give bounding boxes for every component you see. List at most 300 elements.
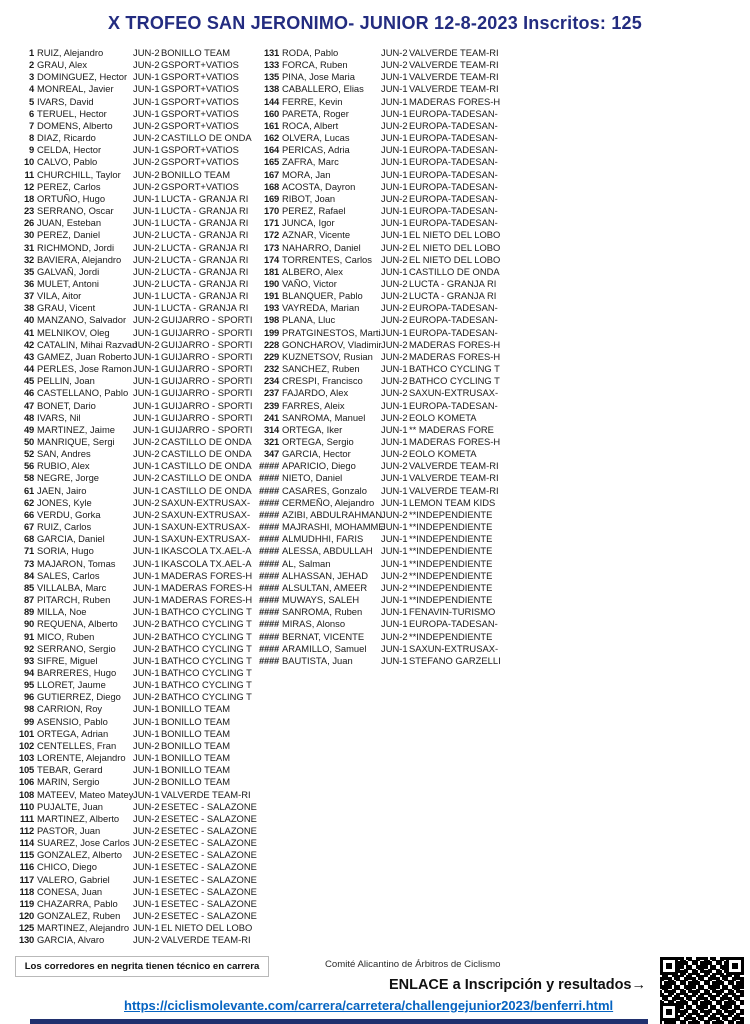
rider-name: SANCHEZ, Ruben [282,363,360,375]
rider-row [15,266,260,278]
rider-team: CASTILLO DE ONDA [161,484,252,496]
rider-team: **INDEPENDIENTE [409,630,493,642]
rider-number: #### [258,472,279,484]
rider-row [15,59,260,71]
rider-team: EL NIETO DEL LOBO [409,253,501,265]
rider-number: 170 [263,205,279,217]
rider-name: CALVO, Pablo [37,156,98,168]
rider-category: JUN-2 [133,642,160,654]
rider-number: 99 [23,715,34,727]
rider-category: JUN-1 [133,83,160,95]
rider-category: JUN-1 [381,545,408,557]
rider-row [257,387,505,399]
rider-row [257,655,505,667]
rider-team: GUIJARRO - SPORTI [161,375,253,387]
rider-category: JUN-1 [381,156,408,168]
rider-category: JUN-2 [381,460,408,472]
rider-name: CONESA, Juan [37,885,103,897]
rider-category: JUN-2 [133,812,160,824]
rider-team: EOLO KOMETA [409,411,477,423]
rider-team: ESETEC - SALAZONE [161,837,257,849]
rider-team: EUROPA-TADESAN- [409,217,498,229]
rider-number: 115 [19,849,34,861]
rider-row [15,643,260,655]
rider-number: #### [258,606,279,618]
rider-number: 169 [263,192,279,204]
rider-row [15,96,260,108]
rider-team: BATHCO CYCLING T [409,375,500,387]
rider-team: ESETEC - SALAZONE [161,885,257,897]
legend-note-text: Los corredores en negrita tienen técnico en carrera [24,961,260,972]
rider-team: CASTILLO DE ONDA [161,460,252,472]
rider-row [257,594,505,606]
rider-row [15,618,260,630]
rider-name: ORTEGA, Iker [282,423,343,435]
rider-category: JUN-1 [381,484,408,496]
rider-row [15,910,260,922]
rider-row [15,849,260,861]
rider-number: 9 [28,144,34,156]
rider-team: SAXUN-EXTRUSAX- [409,642,499,654]
rider-row [15,789,260,801]
rider-team: CASTILLO DE ONDA [409,265,500,277]
rider-row [257,558,505,570]
rider-category: JUN-1 [381,557,408,569]
rider-row [257,242,505,254]
rider-name: FAJARDO, Alex [282,387,349,399]
rider-team: BONILLO TEAM [161,47,231,58]
rider-row [15,728,260,740]
rider-number: #### [258,569,279,581]
rider-number: 45 [23,375,34,387]
rider-number: 94 [23,666,34,678]
rider-team: SAXUN-EXTRUSAX- [161,508,251,520]
rider-name: IVARS, Nil [37,411,81,423]
rider-row [257,570,505,582]
rider-name: MARTINEZ, Alejandro [37,922,130,934]
rider-team: **INDEPENDIENTE [409,569,493,581]
rider-category: JUN-1 [381,205,408,217]
rider-row [257,266,505,278]
rider-team: BONILLO TEAM [161,764,231,776]
results-link[interactable]: https://ciclismolevante.com/carrera/carretera/challengejunior2023/benferri.html [124,998,614,1013]
rider-category: JUN-1 [381,265,408,277]
rider-team: CASTILLO DE ONDA [161,436,252,447]
rider-row [15,169,260,181]
rider-number: 101 [18,727,34,739]
rider-category: JUN-1 [133,363,160,375]
rider-category: JUN-1 [381,95,408,107]
enlace-label: ENLACE a Inscripción y resultados→ [388,977,646,993]
rider-category: JUN-2 [381,59,408,71]
rider-number: 2 [28,59,34,71]
rider-category: JUN-2 [133,934,160,946]
rider-row [15,108,260,120]
rider-team: GUIJARRO - SPORTI [161,314,253,326]
rider-number: 61 [23,484,34,496]
rider-name: AZNAR, Vicente [282,229,351,241]
rider-team: **INDEPENDIENTE [409,557,493,569]
rider-row [15,436,260,448]
rider-category: JUN-2 [133,241,160,253]
rider-category: JUN-1 [133,533,160,545]
rider-category: JUN-2 [381,314,408,326]
rider-category: JUN-2 [133,119,160,131]
rider-number: 84 [23,569,34,581]
rider-number: 89 [23,606,34,618]
qr-finder-top-right [726,957,744,975]
qr-finder-bottom-left [660,1003,678,1021]
rider-category: JUN-1 [133,715,160,727]
rider-team: BATHCO CYCLING T [409,363,500,375]
rider-category: JUN-1 [381,618,408,630]
rider-row [257,351,505,363]
rider-category: JUN-2 [381,350,408,362]
rider-row [15,776,260,788]
rider-row [15,460,260,472]
rider-team: MADERAS FORES-H [409,338,501,350]
rider-category: JUN-1 [133,302,160,314]
rider-row [15,485,260,497]
rider-row [15,752,260,764]
rider-category: JUN-1 [381,594,408,606]
rider-name: VAYREDA, Marian [282,302,360,314]
rider-name: RIBOT, Joan [282,192,336,204]
rider-team: MADERAS FORES-H [161,569,253,581]
rider-row [15,217,260,229]
rider-team: LUCTA - GRANJA RI [409,290,497,302]
rider-team: ** MADERAS FORE [409,423,494,435]
rider-name: CARRION, Roy [37,703,103,715]
rider-team: GSPORT+VATIOS [161,95,239,107]
rider-name: PEREZ, Carlos [37,180,101,192]
rider-category: JUN-2 [133,508,160,520]
rider-row [15,861,260,873]
rider-number: 164 [263,144,279,156]
rider-list-left [15,47,260,947]
rider-category: JUN-2 [133,338,160,350]
rider-number: 43 [23,350,34,362]
rider-category: JUN-1 [381,217,408,229]
rider-category: JUN-1 [381,71,408,83]
rider-category: JUN-1 [133,484,160,496]
qr-finder-top-left [660,957,678,975]
rider-name: GUTIERREZ, Diego [37,691,121,703]
rider-category: JUN-1 [133,764,160,776]
rider-name: PRATGINESTOS, Marti [282,326,381,338]
rider-team: GSPORT+VATIOS [161,180,239,192]
legend-note [15,956,269,977]
rider-category: JUN-2 [133,265,160,277]
rider-row [15,922,260,934]
rider-team: ESETEC - SALAZONE [161,873,257,885]
rider-team: MADERAS FORES-H [409,95,501,107]
rider-category: JUN-2 [133,849,160,861]
rider-name: REQUENA, Alberto [37,618,118,630]
rider-category: JUN-2 [381,290,408,302]
rider-name: SAN, Andres [37,448,91,460]
rider-team: BONILLO TEAM [161,727,231,739]
rider-name: OLVERA, Lucas [282,132,350,144]
rider-name: GONZALEZ, Ruben [37,910,121,922]
rider-row [257,631,505,643]
rider-category: JUN-1 [133,606,160,618]
rider-number: #### [258,557,279,569]
rider-row [15,156,260,168]
rider-number: 40 [23,314,34,326]
rider-team: EL NIETO DEL LOBO [161,922,253,934]
rider-row [257,302,505,314]
rider-row [15,424,260,436]
rider-number: 38 [23,302,34,314]
rider-team: EUROPA-TADESAN- [409,314,498,326]
rider-name: CASARES, Gonzalo [282,484,367,496]
rider-number: 193 [263,302,279,314]
rider-name: IVARS, David [37,95,94,107]
rider-number: 131 [263,47,279,58]
rider-number: 68 [23,533,34,545]
rider-name: FERRE, Kevin [282,95,343,107]
rider-name: CASTELLANO, Pablo [37,387,129,399]
rider-name: VAÑO, Victor [282,277,337,289]
rider-row [15,314,260,326]
rider-number: 162 [263,132,279,144]
rider-number: 5 [28,95,34,107]
rider-name: DIAZ, Ricardo [37,132,96,144]
rider-team: BATHCO CYCLING T [161,679,252,691]
rider-number: #### [258,654,279,666]
rider-team: EUROPA-TADESAN- [409,107,498,119]
rider-row [15,229,260,241]
rider-number: 135 [263,71,279,83]
rider-row [257,205,505,217]
rider-team: GSPORT+VATIOS [161,71,239,83]
rider-name: RUBIO, Alex [37,460,90,472]
rider-name: MIRAS, Alonso [282,618,346,630]
rider-name: MARTINEZ, Alberto [37,812,120,824]
rider-team: GUIJARRO - SPORTI [161,399,253,411]
rider-team: GSPORT+VATIOS [161,119,239,131]
rider-category: JUN-2 [381,253,408,265]
rider-team: FENAVIN-TURISMO [409,606,496,618]
rider-row [257,424,505,436]
rider-team: BONILLO TEAM [161,168,231,180]
rider-name: ALSULTAN, AMEER [282,581,368,593]
rider-name: PEREZ, Rafael [282,205,346,217]
rider-name: RUIZ, Carlos [37,521,92,533]
rider-category: JUN-1 [381,168,408,180]
rider-category: JUN-1 [133,423,160,435]
rider-row [15,874,260,886]
rider-team: GSPORT+VATIOS [161,59,239,71]
rider-category: JUN-1 [381,132,408,144]
rider-team: MADERAS FORES-H [161,594,253,606]
rider-row [257,400,505,412]
rider-number: 167 [263,168,279,180]
rider-number: 190 [263,277,279,289]
rider-team: EUROPA-TADESAN- [409,205,498,217]
rider-row [15,521,260,533]
rider-category: JUN-1 [133,290,160,302]
rider-name: NEGRE, Jorge [37,472,99,484]
rider-row [257,96,505,108]
rider-row [15,351,260,363]
rider-team: ESETEC - SALAZONE [161,861,257,873]
rider-team: VALVERDE TEAM-RI [161,788,251,800]
rider-name: GONZALEZ, Alberto [37,849,122,861]
rider-number: 119 [19,897,34,909]
rider-row [15,47,260,59]
rider-name: MELNIKOV, Oleg [37,326,110,338]
rider-category: JUN-1 [381,521,408,533]
rider-name: ROCA, Albert [282,119,339,131]
rider-category: JUN-2 [381,302,408,314]
rider-team: **INDEPENDIENTE [409,533,493,545]
rider-number: 93 [23,654,34,666]
rider-team: EL NIETO DEL LOBO [409,241,501,253]
rider-team: LUCTA - GRANJA RI [161,302,249,314]
rider-team: GUIJARRO - SPORTI [161,423,253,435]
rider-team: BATHCO CYCLING T [161,618,252,630]
rider-number: 168 [263,180,279,192]
rider-category: JUN-2 [133,691,160,703]
rider-category: JUN-1 [133,144,160,156]
rider-name: MANZANO, Salvador [37,314,127,326]
rider-category: JUN-1 [133,581,160,593]
rider-number: 49 [23,423,34,435]
rider-team: LUCTA - GRANJA RI [161,265,249,277]
rider-row [15,71,260,83]
rider-category: JUN-2 [133,448,160,460]
rider-team: BATHCO CYCLING T [161,642,252,654]
rider-number: 95 [23,679,34,691]
rider-category: JUN-2 [381,241,408,253]
rider-row [15,181,260,193]
rider-team: ESETEC - SALAZONE [161,800,257,812]
rider-team: LUCTA - GRANJA RI [161,205,249,217]
rider-row [257,545,505,557]
rider-category: JUN-1 [133,885,160,897]
rider-category: JUN-2 [133,910,160,922]
rider-category: JUN-2 [381,569,408,581]
rider-name: MAJARON, Tomas [37,557,116,569]
rider-number: 18 [23,192,34,204]
rider-list-right [257,47,505,667]
rider-name: CRESPI, Francisco [282,375,363,387]
rider-name: ORTEGA, Sergio [282,436,354,447]
rider-number: 10 [23,156,34,168]
rider-category: JUN-2 [381,338,408,350]
rider-name: JUNCA, Igor [282,217,335,229]
rider-name: ACOSTA, Dayron [282,180,356,192]
qr-code-icon [658,955,746,1024]
rider-row [257,59,505,71]
rider-row [257,314,505,326]
rider-name: JUAN, Esteban [37,217,102,229]
rider-name: DOMINGUEZ, Hector [37,71,128,83]
rider-team: **INDEPENDIENTE [409,521,493,533]
rider-name: MANRIQUE, Sergi [37,436,115,447]
rider-team: LUCTA - GRANJA RI [409,277,497,289]
rider-number: 237 [263,387,279,399]
rider-row [257,533,505,545]
rider-team: GUIJARRO - SPORTI [161,326,253,338]
rider-name: GARCIA, Hector [282,448,351,460]
rider-name: PERLES, Jose Ramon [37,363,132,375]
rider-number: 125 [18,922,34,934]
rider-name: PASTOR, Juan [37,825,101,836]
rider-category: JUN-1 [133,569,160,581]
rider-row [15,582,260,594]
rider-name: CHAZARRA, Pablo [37,897,118,909]
rider-row [257,193,505,205]
rider-number: 32 [23,253,34,265]
rider-number: 71 [23,545,34,557]
rider-number: 191 [263,290,279,302]
rider-category: JUN-2 [133,472,160,484]
rider-name: ALMUDHHI, FARIS [282,533,364,545]
rider-name: ARAMILLO, Samuel [282,642,367,654]
rider-number: 160 [263,107,279,119]
rider-row [15,533,260,545]
rider-number: 106 [18,776,34,788]
rider-name: SERRANO, Oscar [37,205,114,217]
rider-category: JUN-1 [381,399,408,411]
rider-category: JUN-1 [133,375,160,387]
rider-number: 44 [23,363,34,375]
rider-row [257,412,505,424]
rider-number: 181 [263,265,279,277]
rider-name: CELDA, Hector [37,144,102,156]
rider-number: #### [258,545,279,557]
rider-category: JUN-2 [133,630,160,642]
rider-category: JUN-1 [133,654,160,666]
rider-name: GARCIA, Daniel [37,533,105,545]
rider-row [15,205,260,217]
rider-row [15,193,260,205]
rider-category: JUN-2 [133,314,160,326]
rider-row [15,339,260,351]
rider-number: 23 [23,205,34,217]
rider-category: JUN-1 [133,666,160,678]
rider-number: 62 [23,496,34,508]
rider-row [257,521,505,533]
rider-row [15,691,260,703]
rider-category: JUN-2 [133,800,160,812]
rider-category: JUN-1 [381,436,408,447]
rider-team: BATHCO CYCLING T [161,666,252,678]
rider-team: **INDEPENDIENTE [409,581,493,593]
rider-category: JUN-1 [133,594,160,606]
rider-number: 161 [263,119,279,131]
bottom-bar [30,1019,648,1024]
rider-row [257,497,505,509]
rider-name: FORCA, Ruben [282,59,348,71]
rider-category: JUN-1 [133,788,160,800]
rider-row [257,460,505,472]
rider-team: STEFANO GARZELLI [409,654,501,666]
rider-name: CATALIN, Mihai Razvan [37,338,138,350]
rider-row [15,497,260,509]
rider-name: ZAFRA, Marc [282,156,339,168]
rider-number: 111 [19,812,34,824]
rider-team: GUIJARRO - SPORTI [161,338,253,350]
rider-category: JUN-2 [381,508,408,520]
rider-number: 35 [23,265,34,277]
rider-row [15,302,260,314]
rider-name: JONES, Kyle [37,496,92,508]
rider-name: PITARCH, Ruben [37,594,111,606]
